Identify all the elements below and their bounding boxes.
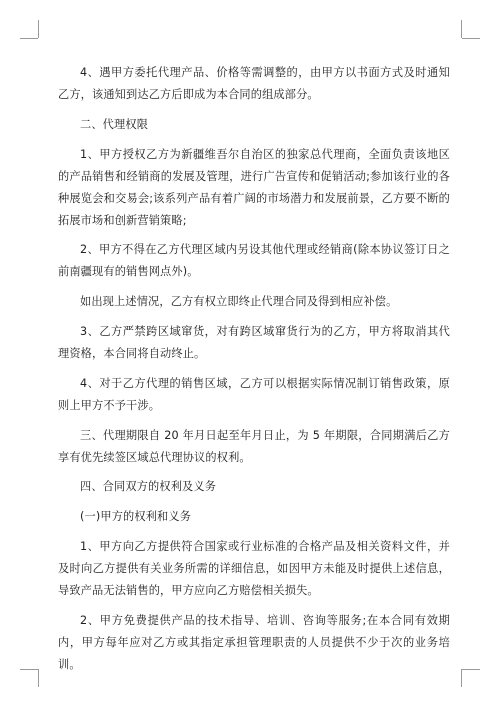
paragraph: 4、遇甲方委托代理产品、价格等需调整的，由甲方以书面方式及时通知乙方，该通知到达乙方后即成为本合同的组成部分。 [58,66,450,101]
crop-mark-bottom-left [20,669,38,670]
crop-mark-bottom-right [461,669,462,687]
crop-mark-top-right [461,20,462,38]
paragraph: 4、对于乙方代理的销售区域，乙方可以根据实际情况制订销售政策，原则上甲方不予干涉。 [58,376,450,412]
paragraph: 1、甲方向乙方提供符合国家或行业标准的合格产品及相关资料文件，并及时向乙方提供有关业务所需的详细信息，如因甲方未能及时提供上述信息，导致产品无法销售的，甲方应向乙方赔偿相关损失。 [58,539,450,597]
crop-mark-top-right [462,38,480,39]
paragraph: 1、甲方授权乙方为新疆维吾尔自治区的独家总代理商，全面负责该地区的产品销售和经销商的发展及管理，进行广告宣传和促销活动;参加该行业的各种展览会和交易会;该系列产品有着广阔的市场潜力和发展前景，乙方要不断的拓展市场和创新营销策略; [58,147,450,227]
paragraph: 2、甲方免费提供产品的技术指导、培训、咨询等服务;在本合同有效期内，甲方每年应对乙方或其指定承担管理职责的人员提供不少于次的业务培训。 [58,613,450,671]
paragraph: 3、乙方严禁跨区域窜货，对有跨区域窜货行为的乙方，甲方将取消其代理资格，本合同将自动终止。 [58,324,450,360]
crop-mark-bottom-left [38,669,39,687]
crop-mark-top-left [38,20,39,38]
subsection-heading: (一)甲方的权利和义务 [80,510,192,524]
paragraph: 如出现上述情况，乙方有权立即终止代理合同及得到相应补偿。 [80,295,398,309]
paragraph: 2、甲方不得在乙方代理区域内另设其他代理或经销商(除本协议签订日之前南疆现有的销售网点外)。 [58,243,450,279]
paragraph: 三、代理期限自 20 年月日起至年月日止，为 5 年期限，合同期满后乙方享有优先续签区域总代理协议的权利。 [58,428,450,464]
section-heading: 二、代理权限 [80,117,149,131]
contract-body [58,62,450,684]
section-heading: 四、合同双方的权利及义务 [80,480,217,494]
crop-mark-bottom-right [462,669,480,670]
crop-mark-top-left [20,38,38,39]
